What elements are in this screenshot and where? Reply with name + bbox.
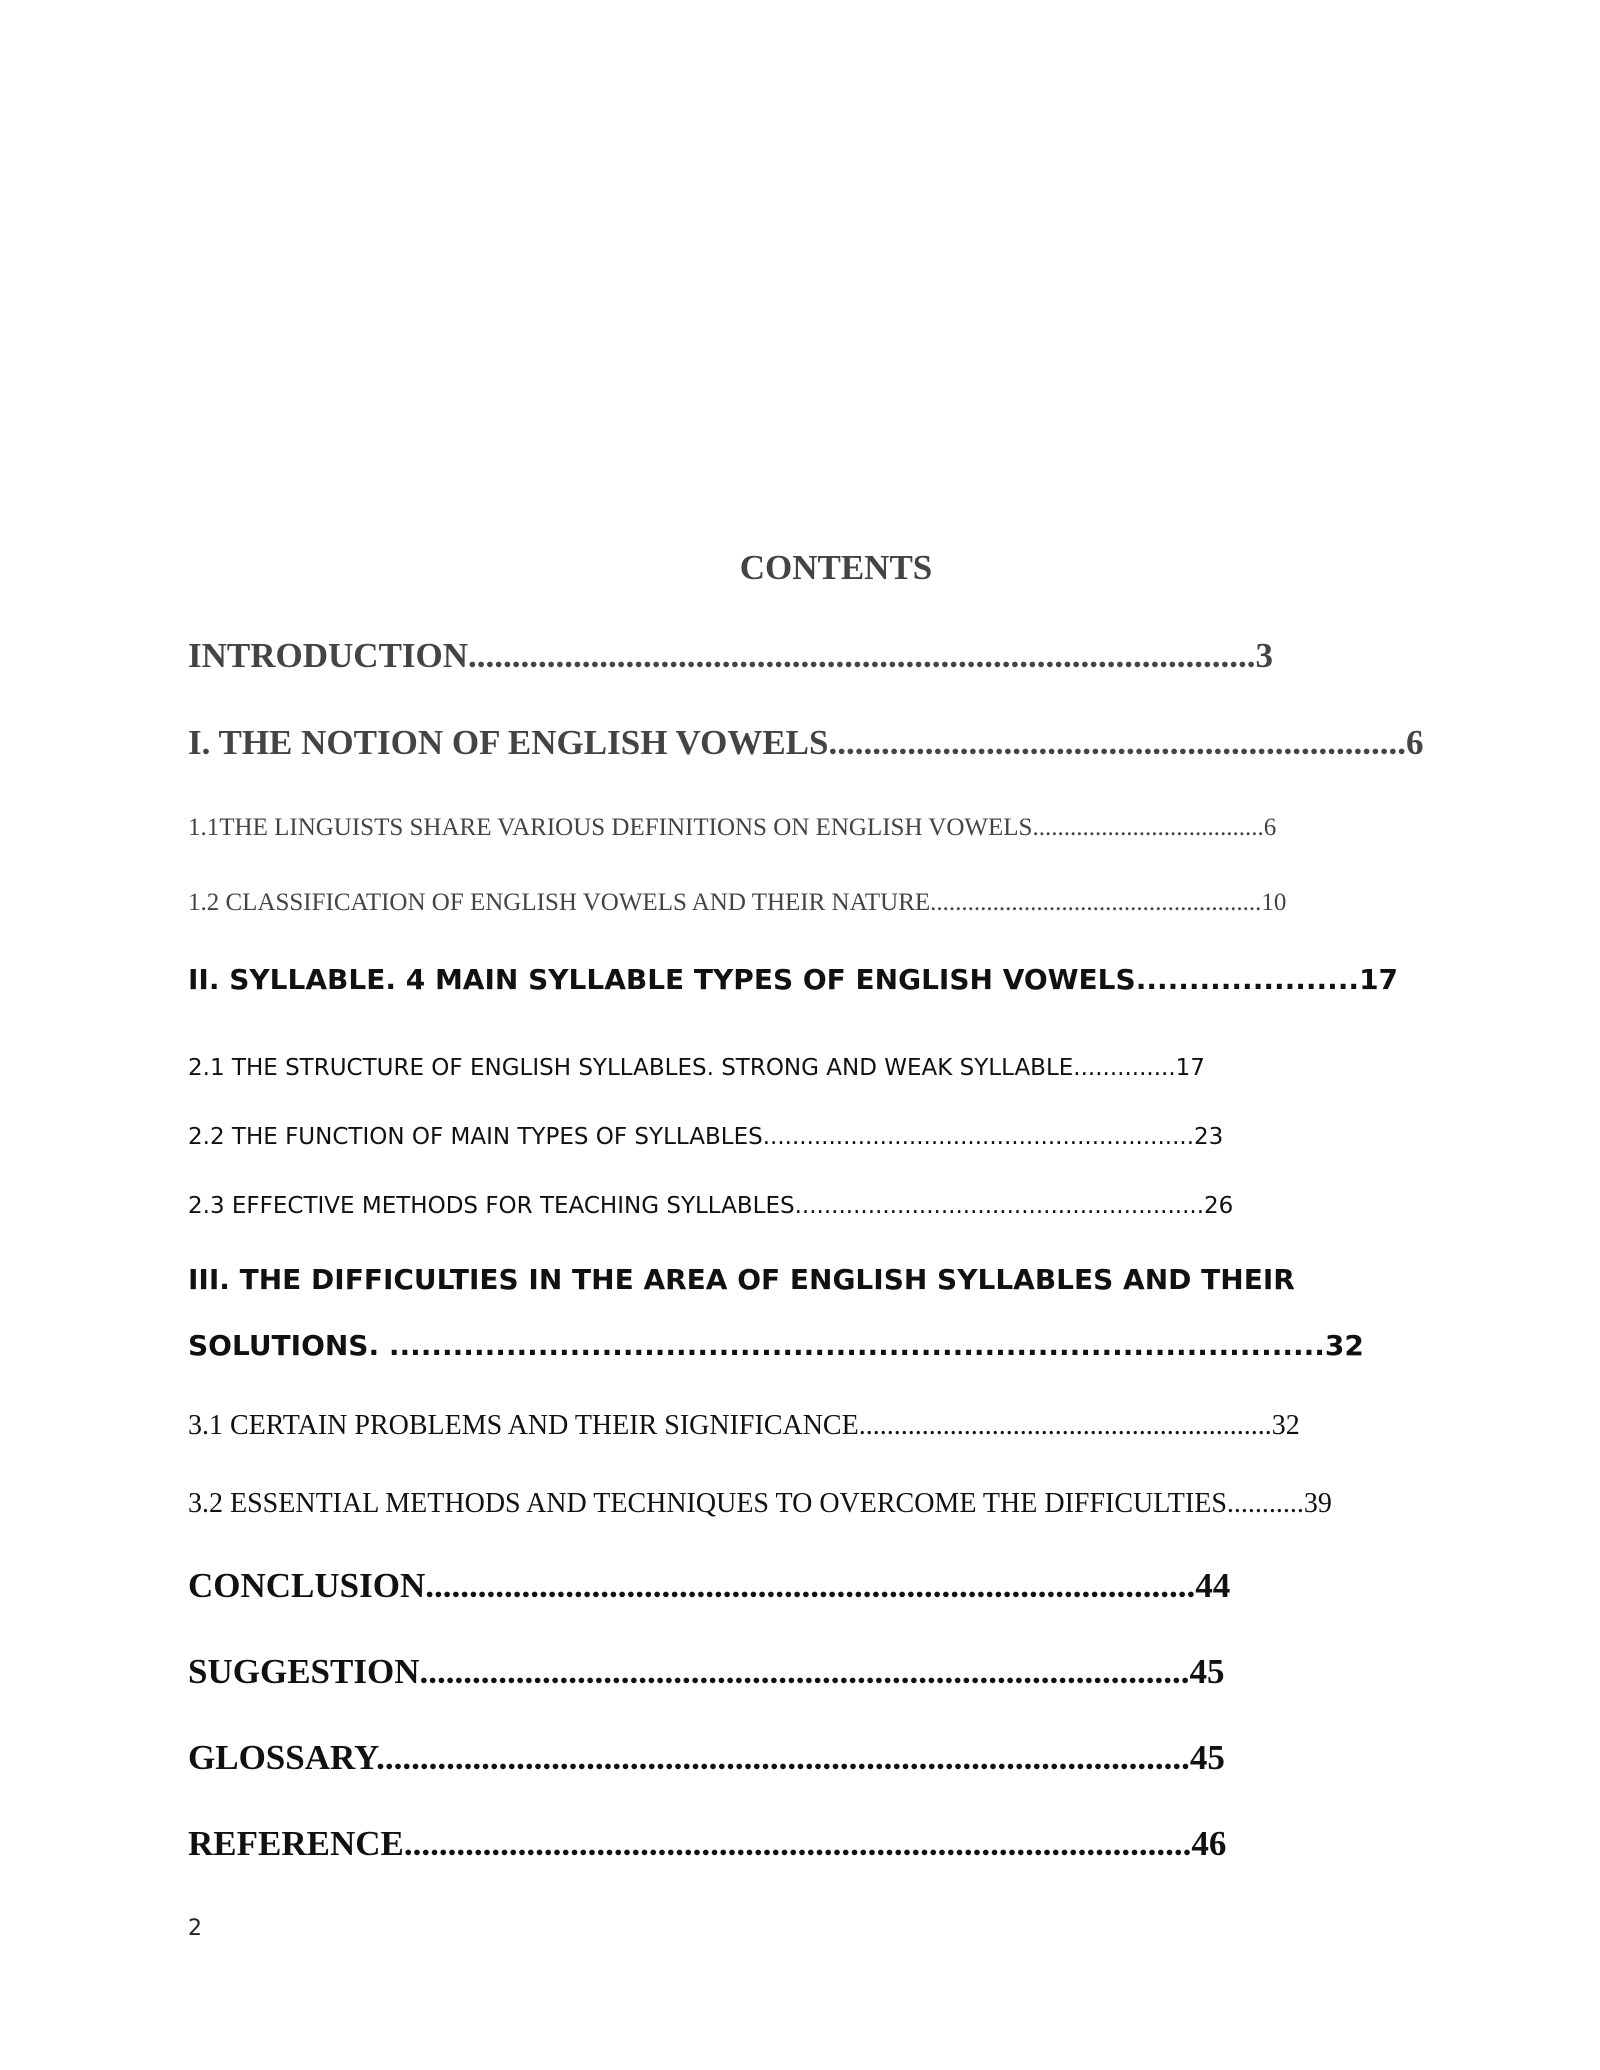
toc-entry-reference: REFERENCE..........................................................................................46: [188, 1824, 1227, 1863]
toc-entry-chapter-3-line-1: III. THE DIFFICULTIES IN THE AREA OF ENGLISH SYLLABLES AND THEIR: [188, 1263, 1295, 1296]
toc-entry-chapter-2: II. SYLLABLE. 4 MAIN SYLLABLE TYPES OF ENGLISH VOWELS.....................17: [188, 963, 1399, 996]
toc-entry-section-3-1: 3.1 CERTAIN PROBLEMS AND THEIR SIGNIFICANCE...........................................................32: [188, 1410, 1300, 1441]
toc-entry-section-2-2: 2.2 THE FUNCTION OF MAIN TYPES OF SYLLABLES...........................................................23: [188, 1124, 1224, 1150]
toc-entry-conclusion: CONCLUSION........................................................................................44: [188, 1566, 1231, 1605]
toc-entry-chapter-1: I. THE NOTION OF ENGLISH VOWELS..................................................................6: [188, 723, 1424, 762]
toc-entry-glossary: GLOSSARY.............................................................................................45: [188, 1738, 1225, 1777]
toc-entry-section-1-2: 1.2 CLASSIFICATION OF ENGLISH VOWELS AND THEIR NATURE.....................................................10: [188, 889, 1287, 916]
page-title: CONTENTS: [739, 548, 933, 587]
toc-entry-section-2-1: 2.1 THE STRUCTURE OF ENGLISH SYLLABLES. STRONG AND WEAK SYLLABLE..............17: [188, 1055, 1205, 1081]
page-number: 2: [188, 1916, 202, 1941]
toc-entry-section-2-3: 2.3 EFFECTIVE METHODS FOR TEACHING SYLLABLES........................................................26: [188, 1193, 1234, 1219]
toc-entry-introduction: INTRODUCTION..........................................................................................3: [188, 636, 1274, 675]
toc-entry-section-1-1: 1.1THE LINGUISTS SHARE VARIOUS DEFINITIONS ON ENGLISH VOWELS.....................................6: [188, 814, 1277, 841]
toc-entry-suggestion: SUGGESTION........................................................................................45: [188, 1652, 1225, 1691]
toc-entry-chapter-3-line-2: SOLUTIONS. ........................................................................................32: [188, 1329, 1364, 1362]
toc-entry-section-3-2: 3.2 ESSENTIAL METHODS AND TECHNIQUES TO OVERCOME THE DIFFICULTIES...........39: [188, 1488, 1332, 1519]
